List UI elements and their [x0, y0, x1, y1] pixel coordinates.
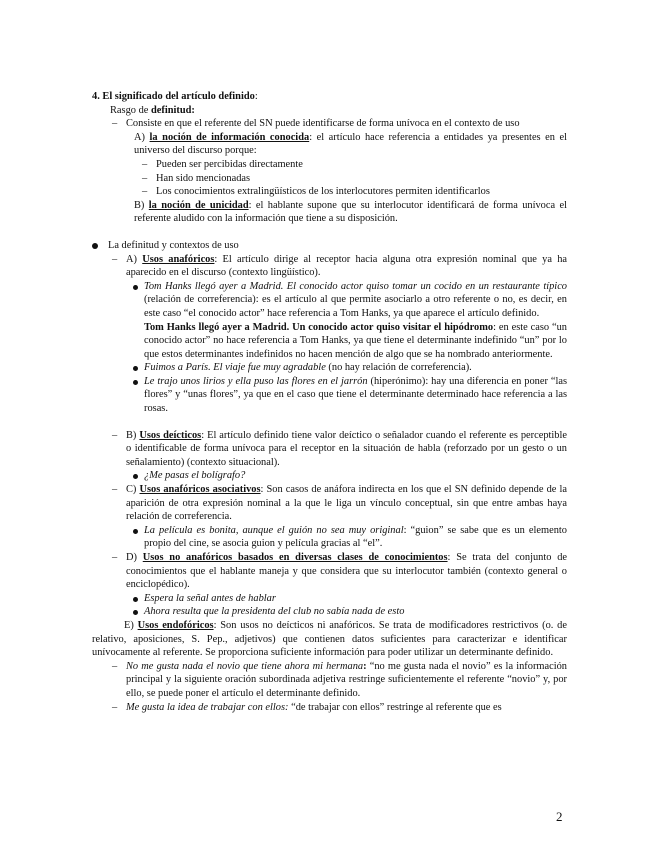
section-heading-text: 4. El significado del artículo definido	[92, 91, 255, 102]
example-item: – Me gusta la idea de trabajar con ellos: “de trabajar con ellos” restringe al referente que es	[110, 701, 567, 715]
use-c: – C) Usos anafóricos asociativos: Son casos de anáfora indirecta en los que el SN definido depende de la aparición de otra expresión nominal a la que le liga un vínculo conceptual, sin que entre ambas haya relación de correferencia.	[110, 483, 567, 524]
example-item: ¿Me pasas el bolígrafo?	[132, 469, 567, 483]
use-e: E) Usos endofóricos: Son usos no deícticos ni anafóricos. Se trata de modificadores restrictivos (o. de relativo, aposiciones, S. Pep., adjetivos) que contienen datos suficientes para caracterizar e identificar unívocamente al referente. Se proporciona suficiente información para poder utilizar un determinante definido.	[92, 619, 567, 659]
notion-a-term: la noción de información conocida	[149, 131, 310, 143]
definition-line: – Consiste en que el referente del SN puede identificarse de forma unívoca en el contexto de uso	[110, 117, 567, 131]
example-item: – No me gusta nada el novio que tiene ahora mi hermana: “no me gusta nada el novio” es la información principal y la siguiente oración subordinada adjetiva restringe suficientemente el referente “novio” y, por ello, se puede poner el artículo el determinante definido.	[110, 660, 567, 701]
bullet-icon	[133, 597, 138, 602]
example-item: Espera la señal antes de hablar	[132, 592, 567, 606]
notion-a-item: – Pueden ser percibidas directamente	[140, 158, 567, 172]
notion-b-term: la noción de unicidad	[148, 199, 249, 211]
use-a: – A) Usos anafóricos: El artículo dirige al receptor hacia alguna otra expresión nominal que ya ha aparecido en el discurso (contexto lingüístico).	[110, 253, 567, 280]
use-e-term: Usos endofóricos	[137, 619, 214, 631]
bullet-icon	[133, 610, 138, 615]
bullet-icon	[133, 474, 138, 479]
example-item: La película es bonita, aunque el guión no sea muy original: “guion” se sabe que es un elemento propio del cine, se asocia guion y película gracias al “el”.	[132, 524, 567, 551]
bullet-icon	[133, 366, 138, 371]
use-b-term: Usos deícticos	[139, 429, 202, 441]
notion-a-item: – Han sido mencionadas	[140, 172, 567, 186]
notion-a-item: – Los conocimientos extralingüísticos de los interlocutores permiten identificarlos	[140, 185, 567, 199]
page-number: 2	[556, 809, 563, 824]
use-b: – B) Usos deícticos: El artículo definido tiene valor deíctico o señalador cuando el referente es perceptible o identificable de forma unívoca para el receptor en la situación de habla (reforzado por un gesto o un señalamiento) (contexto situacional).	[110, 429, 567, 470]
bullet-icon	[133, 380, 138, 385]
example-item: Tom Hanks llegó ayer a Madrid. El conocido actor quiso tomar un cocido en un restaurante típico (relación de correferencia): es el artículo al que permite asociarlo a otro referente o no, es decir, en este caso “el conocido actor” hace referencia a Tom Hanks, ya que aparece el artículo definido.	[132, 280, 567, 321]
bullet-icon	[92, 243, 98, 249]
use-c-term: Usos anafóricos asociativos	[139, 484, 261, 496]
rasgo-term: definitud:	[150, 104, 195, 116]
document-body	[92, 90, 567, 714]
example-item: Le trajo unos lirios y ella puso las flores en el jarrón (hiperónimo): hay una diferencia en poner “las flores” y “unas flores”, ya que en el caso que tiene el determinante determinado hace referencia a las rosas.	[132, 375, 567, 416]
use-d-term: Usos no anafóricos basados en diversas clases de conocimientos	[142, 552, 448, 563]
notion-a: A) la noción de información conocida: el artículo hace referencia a entidades ya presentes en el universo del discurso porque:	[134, 131, 568, 157]
notion-b: B) la noción de unicidad: el hablante supone que su interlocutor identificará de forma unívoca el referente aludido con la información que tiene a su disposición.	[134, 199, 567, 225]
use-a-term: Usos anafóricos	[142, 253, 215, 265]
use-d: – D) Usos no anafóricos basados en diversas clases de conocimientos: Se trata del conjunto de conocimientos que el hablante maneja y que considera que su interlocutor también (contexto general o enciclopédico).	[110, 551, 567, 592]
example-item: Ahora resulta que la presidenta del club no sabía nada de esto	[132, 605, 567, 619]
section-heading: 4. El significado del artículo definido:	[92, 91, 258, 102]
bullet-icon	[133, 285, 138, 290]
rasgo-line: Rasgo de definitud:	[110, 104, 195, 116]
bullet-icon	[133, 529, 138, 534]
contexts-title: La definitud y contextos de uso	[92, 239, 567, 253]
example-item: Fuimos a París. El viaje fue muy agradable (no hay relación de correferencia).	[132, 361, 567, 375]
example-item: Tom Hanks llegó ayer a Madrid. Un conocido actor quiso visitar el hipódromo: en este caso “un conocido actor” no hace referencia a Tom Hanks, ya que tiene el determinante indefinido “un” por lo que estos determinantes indefinidos no hacen mención de algo que se ha nombrado anteriormente.	[144, 321, 567, 360]
